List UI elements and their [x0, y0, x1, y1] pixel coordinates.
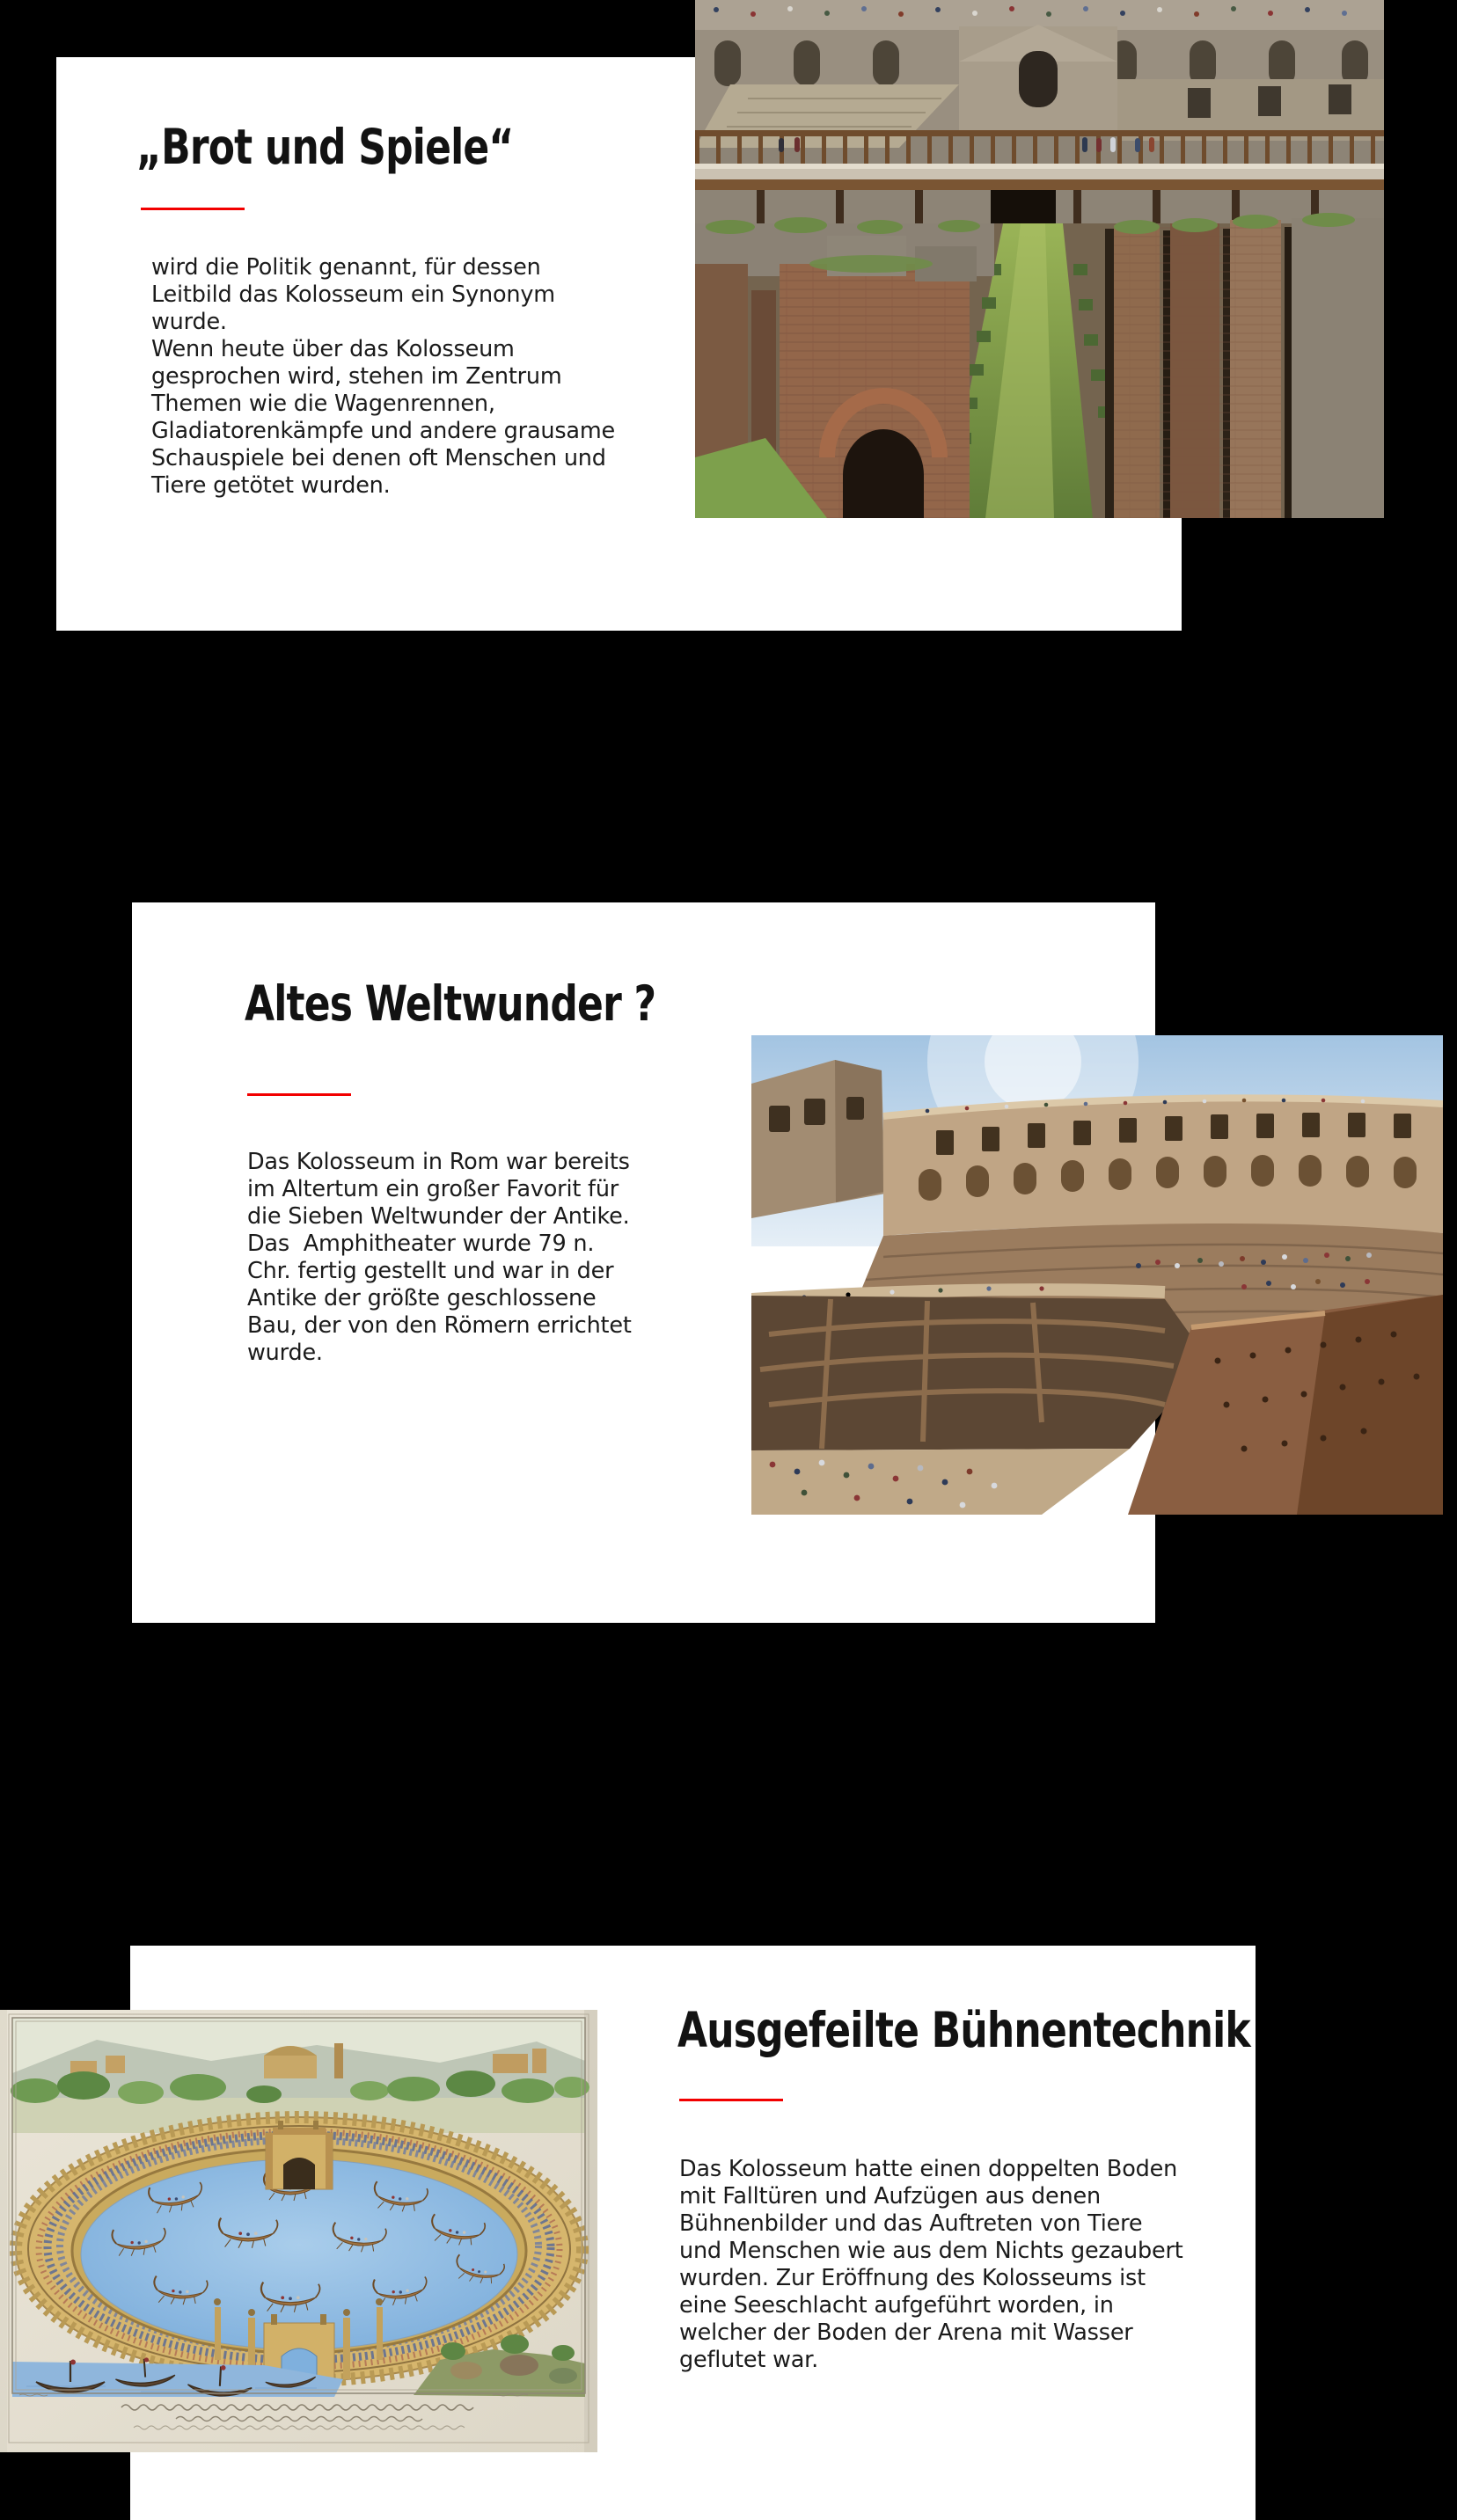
naumachia-engraving	[0, 2010, 597, 2452]
red-divider-rule	[141, 208, 245, 210]
section-title-brot-und-spiele: „Brot und Spiele“	[136, 119, 514, 175]
red-divider-rule	[679, 2099, 783, 2101]
naumachia-engraving-illustration	[0, 2010, 597, 2452]
colosseum-hypogeum-illustration	[695, 0, 1384, 518]
section-body-altes-weltwunder: Das Kolosseum in Rom war bereits im Altertum ein großer Favorit für die Sieben Weltwunder der Antike. Das Amphitheater wurde 79 n. Chr. fertig gestellt und war in der Antike der größte geschlossene Bau, der von den Römern errichtet wurde.	[247, 1149, 632, 1366]
section-body-ausgefeilte-buehnentechnik: Das Kolosseum hatte einen doppelten Boden mit Falltüren und Aufzügen aus denen Bühnenbilder und das Auftreten von Tiere und Menschen wie aus dem Nichts gezaubert wurden. Zur Eröffnung des Kolosseums ist eine Seeschlacht aufgeführt worden, in welcher der Boden der Arena mit Wasser geflutet war.	[679, 2156, 1183, 2373]
top-gate	[266, 2121, 333, 2189]
red-divider-rule	[247, 1093, 351, 1096]
section-body-brot-und-spiele: wird die Politik genannt, für dessen Leitbild das Kolosseum ein Synonym wurde. Wenn heute über das Kolosseum gesprochen wird, stehen im Zentrum Themen wie die Wagenrennen, Gladiatorenkämpfe und andere grausame Schauspiele bei denen oft Menschen und Tiere getötet wurden.	[151, 254, 615, 499]
colosseum-arena-illustration	[751, 1035, 1443, 1515]
section-title-altes-weltwunder: Altes Weltwunder ?	[245, 975, 656, 1032]
colosseum-hypogeum-photo	[695, 0, 1384, 518]
section-title-ausgefeilte-buehnentechnik: Ausgefeilte Bühnentechnik	[677, 2002, 1250, 2058]
colosseum-arena-panorama-photo	[751, 1035, 1443, 1515]
